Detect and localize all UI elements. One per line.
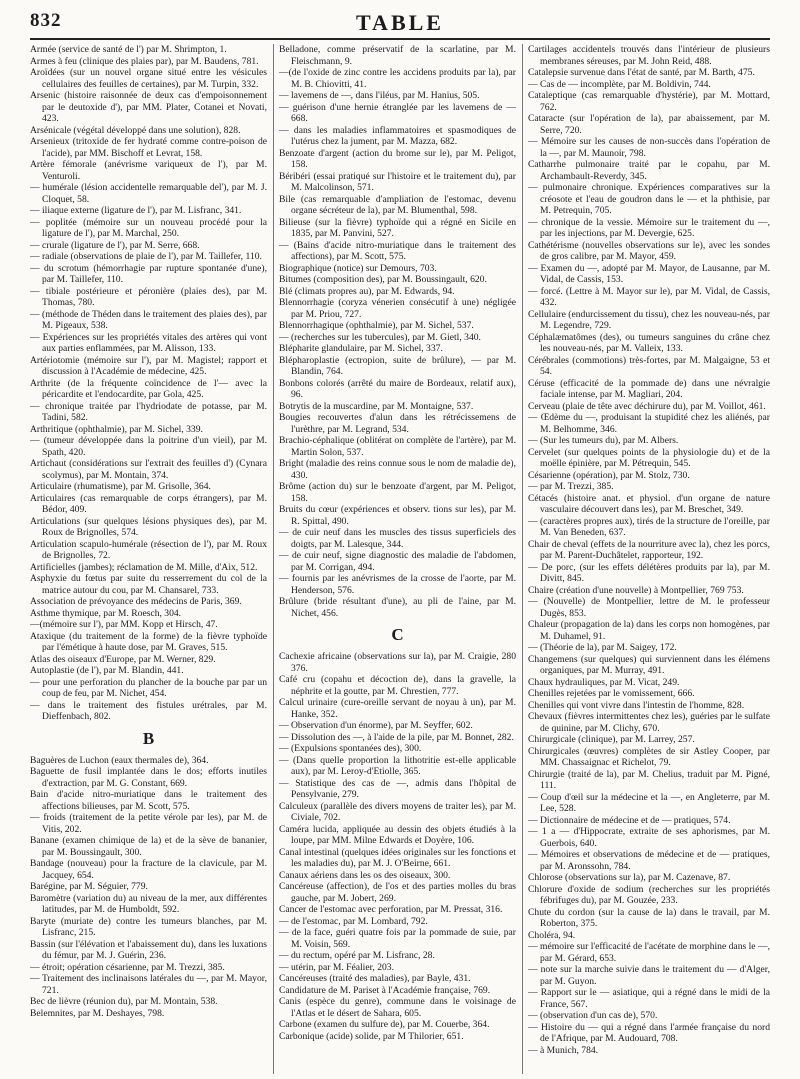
index-entry: — (Nouvelle) de Montpellier, lettre de M. le professeur Dugès, 853. (528, 596, 770, 619)
index-entry: Banane (examen chimique de la) et de la sève de bananier, par M. Boussingault, 300. (30, 835, 267, 858)
index-entry: Belemnites, par M. Deshayes, 798. (30, 1007, 165, 1019)
index-entry: Carbone (examen du sulfure de), par M. Couerbe, 364. (279, 1019, 490, 1031)
index-entry: Chlorure d'oxide de sodium (recherches sur les propriétés fébrifuges du), par M. Gouzée, 233. (528, 883, 770, 906)
index-entry: Blennorrhagique (ophthalmie), par M. Sichel, 537. (279, 320, 474, 331)
index-entry: Changemens (sur quelques) qui surviennent dans les élémens organiques, par M. Murray, 491. (528, 653, 770, 676)
index-entry: Choléra, 94. (528, 929, 576, 941)
index-entry: — iliaque externe (ligature de l'), par M. Lisfranc, 341. (30, 205, 242, 216)
index-entry: Botrytis de la muscardine, par M. Montaigne, 537. (279, 400, 474, 412)
index-entry: Blépharoplastie (ectropion, suite de brûlure), — par M. Blandin, 764. (279, 354, 516, 377)
index-entry: Canis (espèce du genre), commune dans le voisinage de l'Atlas et le désert de Sahara, 605. (279, 996, 516, 1019)
index-entry: Armes à feu (clinique des plaies par), par M. Baudens, 781. (30, 55, 259, 67)
index-entry: Césarienne (opération), par M. Stolz, 730. (528, 469, 690, 481)
index-entry: Calculeux (parallèle des divers moyens de traiter les), par M. Civiale, 702. (279, 800, 516, 824)
index-entry: Arsenic (histoire raisonnée de deux cas d'empoisonnement par le deutoxide d'), par MM. Plater, Cotanei et Novati, 423. (30, 90, 267, 124)
section-letter: C (391, 625, 404, 644)
index-entry: Cathétérisme (nouvelles observations sur le), avec les sondes de gros calibre, par M. Mayor, 459. (528, 239, 770, 262)
index-entry: — dans le traitement des fistules urétrales, par M. Dieffenbach, 802. (30, 699, 267, 722)
index-entry: Catharrhe pulmonaire traité par le copahu, par M. Archambault-Reverdy, 345. (528, 159, 770, 182)
index-entry: — Traitement des inclinaisons latérales du —, par M. Mayor, 721. (30, 973, 267, 996)
index-entry: — (Expulsions spontanées des), 300. (279, 743, 422, 755)
index-entry: Chaire (création d'une nouvelle) à Montpellier, 769 753. (528, 584, 744, 596)
index-entry: Bile (cas remarquable d'ampliation de l'estomac, devenu organe sécréteur de la), par M. Blumenthal, 598. (279, 193, 516, 216)
index-entry: — (Sur les tumeurs du), par M. Albers. (528, 435, 679, 446)
index-entry: — radiale (observations de plaie de l'), par M. Taillefer, 110. (30, 251, 262, 262)
index-entry: Chaux hydrauliques, par M. Vicat, 249. (528, 676, 680, 688)
index-entry: Chirurgie (traité de la), par M. Chelius, traduit par M. Pigné, 111. (528, 768, 770, 791)
index-entry: Benzoate d'argent (action du brome sur le), par M. Peligot, 158. (279, 147, 516, 170)
index-entry: Bandage (nouveau) pour la fracture de la clavicule, par M. Jacquey, 654. (30, 858, 267, 881)
index-entry: Autoplastie (de l'), par M. Blandin, 441. (30, 665, 184, 676)
index-entry: — de l'estomac, par M. Lombard, 792. (279, 915, 428, 927)
index-entry: — étroit; opération césarienne, par M. Trezzi, 385. (30, 961, 225, 973)
index-entry: — Dissolution des —, à l'aide de la pile, par M. Bonnet, 282. (279, 731, 514, 743)
index-entry: — pour une perforation du plancher de la bouche par par un coup de feu, par M. Nichet, 454. (30, 676, 267, 699)
index-entry: Cataleptique (cas remarquable d'hystérie), par M. Mottard, 762. (528, 90, 770, 113)
index-entry: Baguette de fusil implantée dans le dos; efforts inutiles d'extraction, par M. G. Constant, 669. (30, 766, 267, 789)
index-entry: Canaux aériens dans les os des oiseaux, 300. (279, 869, 451, 881)
index-entry: — chronique de la vessie. Mémoire sur le traitement du —, par les injections, par M. Devergie, 625. (528, 216, 770, 239)
index-entry: — Statistique des cas de —, admis dans l'hôpital de Pensylvanie, 279. (279, 777, 516, 801)
index-entry: — (Bains d'acide nitro-muriatique dans le traitement des affections), par M. Scott, 575. (279, 239, 516, 262)
index-entry: Bougies recouvertes d'alun dans les rétrécissemens de l'urèthre, par M. Legrand, 534. (279, 412, 516, 435)
index-entry: — Coup d'œil sur la médecine et la —, en Angleterre, par M. Lee, 528. (528, 791, 770, 814)
index-entry: — dans les maladies inflammatoires et spasmodiques de l'utérus chez la jument, par M. Mazza, 682. (279, 124, 516, 147)
page-header (30, 10, 770, 38)
index-entry: — tibiale postérieure et péronière (plaies des), par M. Thomas, 780. (30, 285, 267, 308)
index-entry: — (tumeur développée dans la poitrine d'un vieil), par M. Spath, 420. (30, 435, 267, 458)
index-entry: — par M. Trezzi, 385. (528, 481, 614, 492)
index-entry: — Mémoires et observations de médecine et de — pratiques, par M. Aronssohn, 784. (528, 849, 770, 872)
index-entry: Chair de cheval (effets de la nourriture avec la), chez les porcs, par M. Parent-Duchâtelet, rapporteur, 192. (528, 538, 770, 561)
index-entry: — du rectum, opéré par M. Lisfranc, 28. (279, 950, 435, 962)
section-letter: B (142, 728, 155, 748)
index-entry: Carbonique (acide) solide, par M Thilorier, 651. (279, 1030, 464, 1042)
index-entry: — Histoire du — qui a régné dans l'armée française du nord de l'Afrique, par M. Audouard, 708. (528, 1021, 770, 1044)
index-entry: — (caractères propres aux), tirés de la structure de l'oreille, par M. Van Beneden, 637. (528, 515, 770, 538)
page-title: TABLE (356, 10, 444, 35)
index-entry: — guérison d'une hernie étranglée par les lavemens de —668. (279, 101, 516, 124)
index-entry: Biographique (notice) sur Demours, 703. (279, 262, 437, 274)
index-entry: — (méthode de Théden dans le traitement des plaies des), par M. Pigeaux, 538. (30, 308, 267, 331)
index-entry: Artichaut (considérations sur l'extrait des feuilles d') (Cynara scolymus), par M. Montain, 374. (30, 458, 267, 481)
index-entry: Béribéri (essai pratiqué sur l'histoire et le traitement du), par M. Malcolinson, 571. (279, 170, 516, 193)
index-entry: Brôme (action du) sur le benzoate d'argent, par M. Peligot, 158. (279, 481, 516, 504)
index-entry: — 1 a — d'Hippocrate, extraite de ses aphorismes, par M. Guerbois, 640. (528, 826, 770, 849)
index-entry: — Mémoire sur les causes de non-succès dans l'opération de la —, par M. Maunoir, 798. (528, 136, 770, 159)
index-entry: Baromètre (variation du) au niveau de la mer, aux différentes latitudes, par M. de Humboldt, 592. (30, 892, 267, 916)
index-entry: Belladone, comme préservatif de la scarlatine, par M. Fleischmann, 9. (279, 44, 516, 67)
index-entry: Bruits du cœur (expériences et observ. tions sur les), par M. R. Spittal, 490. (279, 504, 516, 527)
index-entry: Cancéreuse (affection), de l'os et des parties molles du bras gauche, par M. Jobert, 269. (279, 881, 516, 904)
index-entry: Articulations (sur quelques lésions physiques des), par M. Roux de Brignolles, 574. (30, 515, 267, 538)
index-entry: Armée (service de santé de l') par M. Shrimpton, 1. (30, 44, 227, 55)
index-entry: — De porc, (sur les effets délétères produits par la), par M. Divitt, 845. (528, 561, 770, 584)
index-entry: Atlas des oiseaux d'Europe, par M. Werner, 829. (30, 653, 216, 665)
index-entry: — Observation d'un énorme), par M. Seyffer, 602. (279, 720, 473, 732)
index-entry: Céruse (efficacité de la pommade de) dans une névralgie faciale intense, par M. Magliari, 204. (528, 377, 770, 400)
index-entry: Arthritique (ophthalmie), par M. Sichel, 339. (30, 423, 203, 435)
index-entry: Blé (climats propres au), par M. Edwards, 94. (279, 285, 455, 297)
column-divider (522, 44, 523, 1074)
index-entry: Cartilages accidentels trouvés dans l'intérieur de plusieurs membranes séreuses, par M. John Reid, 488. (528, 44, 770, 67)
index-entry: — de cuir neuf dans les muscles des tissus superficiels des doigts, par M. Lalesque, 344. (279, 527, 516, 550)
index-entry: — mémoire sur l'efficacité de l'acétate de morphine dans le —, par M. Gérard, 653. (528, 941, 770, 964)
index-entry: Barégine, par M. Séguier, 779. (30, 881, 148, 893)
index-entry: Bilieuse (sur la fièvre) typhoïde qui a régné en Sicile en 1835, par M. Panvini, 527. (279, 216, 516, 239)
index-entry: — du scrotum (hémorrhagie par rupture spontanée d'une), par M. Taillefer, 110. (30, 262, 267, 285)
index-entry: Baryte (muriate de) contre les tumeurs blanches, par M. Lisfranc, 215. (30, 915, 267, 939)
index-entry: Bec de lièvre (réunion du), par M. Montain, 538. (30, 996, 218, 1008)
index-entry: Articulation scapulo-humérale (résection de l'), par M. Roux de Brignolles, 72. (30, 538, 267, 561)
index-entry: Cancer de l'estomac avec perforation, par M. Pressat, 316. (279, 904, 503, 916)
index-entry: — utérin, par M. Féalier, 203. (279, 961, 394, 973)
index-entry: — de la face, guéri quatre fois par la pommade de suie, par M. Voisin, 569. (279, 927, 516, 950)
index-entry: Arsénicale (végétal développé dans une solution), 828. (30, 124, 241, 136)
index-entry: Articulaire (rhumatisme), par M. Grisolle, 364. (30, 481, 211, 492)
index-entry: Cervelet (sur quelques points de la physiologie du) et de la moëlle épinière, par M. Pétrequin, 545. (528, 446, 770, 469)
index-entry: — (observation d'un cas de), 570. (528, 1010, 658, 1021)
index-entry: Aroïdées (sur un nouvel organe situé entre les vésicules cellulaires des feuilles de certaines), par M. Turpin, 332. (30, 67, 267, 90)
index-entry: Artificielles (jambes); réclamation de M. Mille, d'Aix, 512. (30, 561, 258, 573)
index-entry: — note sur la marche suivie dans le traitement du — d'Alger, par M. Guyon. (528, 964, 770, 987)
index-entry: — Œdème du —, produisant la stupidité chez les aliénés, par M. Belhomme, 346. (528, 412, 770, 435)
index-entry: Cancéreuses (traité des maladies), par Bayle, 431. (279, 973, 471, 985)
index-entry: Association de prévoyance des médecins de Paris, 369. (30, 596, 242, 607)
index-entry: Artère fémorale (anévrisme variqueux de l'), par M. Venturoli. (30, 159, 267, 182)
index-entry: — Expériences sur les propriétés vitales des artères qui vont aux parties enflammées, par M. Alisson, 133. (30, 331, 267, 354)
index-entry: Café cru (copahu et décoction de), dans la gravelle, la néphrite et la goutte, par M. Chrestien, 777. (279, 674, 516, 697)
index-entry: — Examen du —, adopté par M. Mayor, de Lausanne, par M. Vidal, de Cassis, 153. (528, 262, 770, 285)
index-entry: Caméra lucida, appliquée au dessin des objets étudiés à la loupe, par MM. Milne Edwards et Doyère, 106. (279, 823, 516, 847)
index-entry: — (Théorie de la), par M. Saigey, 172. (528, 642, 677, 653)
index-entry: Bitumes (composition des), par M. Boussingault, 620. (279, 274, 487, 285)
index-entry: Bain d'acide nitro-muriatique dans le traitement des affections bilieuses, par M. Scott, 575. (30, 789, 267, 812)
index-entry: Arthrite (de la fréquente coïncidence de l'— avec la péricardite et l'endocardite, par Gola, 425. (30, 377, 267, 400)
index-entry: Ataxique (du traitement de la forme) de la fièvre typhoïde par l'émétique à haute dose, par M. Graves, 515. (30, 630, 267, 653)
index-entry: Chirurgicales (œuvres) complètes de sir Astley Cooper, par MM. Chassaignac et Richelot, 79. (528, 745, 770, 768)
index-entry: Brachio-céphalique (oblitérat on complète de l'artère), par M. Martin Solon, 537. (279, 435, 516, 458)
index-entry: Canal intestinal (quelques idées originales sur les fonctions et les maladies du), par M. J. O'Beirne, 661. (279, 846, 516, 870)
index-entry: Chenilles rejetées par le vomissement, 666. (528, 688, 695, 699)
index-entry: — chronique traitée par l'hydriodate de potasse, par M. Tadini, 582. (30, 400, 267, 423)
index-column-3 (528, 44, 770, 1074)
index-entry: — Rapport sur le — asiatique, qui a régné dans le midi de la France, 567. (528, 987, 770, 1010)
index-entry: Chenilles qui vont vivre dans l'intestin de l'homme, 828. (528, 699, 745, 711)
index-entry: — lavemens de —, dans l'iléus, par M. Hanius, 505. (279, 90, 480, 101)
page-number: 832 (30, 10, 62, 31)
index-entry: — pulmonaire chronique. Expériences comparatives sur la créosote et l'eau de goudron dans le — et la phthisie, par M. Petrequin, 705. (528, 182, 770, 216)
index-entry: —(de l'oxide de zinc contre les accidens produits par la), par M. B. Chiovitti, 41. (279, 67, 516, 90)
index-entry: Chirurgicale (clinique), par M. Larrey, 257. (528, 734, 695, 745)
index-entry: Cellulaire (endurcissement du tissu), chez les nouveau-nés, par M. Legendre, 729. (528, 308, 770, 331)
index-entry: — (recherches sur les tubercules), par M. Gietl, 340. (279, 331, 481, 343)
index-entry: Bonbons colorés (arrêté du maire de Bordeaux, relatif aux), 96. (279, 377, 516, 400)
index-entry: — forcé. (Lettre à M. Mayor sur le), par M. Vidal, de Cassis, 432. (528, 285, 770, 308)
index-entry: Calcul urinaire (cure-oreille servant de noyau à un), par M. Hanke, 352. (279, 697, 516, 720)
index-entry: Cachexie africaine (observations sur la), par M. Craigie, 280 376. (279, 651, 516, 674)
index-entry: —(mémoire sur l'), par MM. Kopp et Hirsch, 47. (30, 619, 218, 630)
index-entry: — crurale (ligature de l'), par M. Serre, 668. (30, 239, 200, 251)
index-entry: — humérale (lésion accidentelle remarquable del'), par M. J. Cloquet, 58. (30, 182, 267, 205)
index-column-2 (279, 44, 516, 1074)
index-entry: Blennorrhagie (coryza vénerien consécutif à une) négligée par M. Priou, 727. (279, 297, 516, 320)
index-column-1 (30, 44, 267, 1074)
index-entry: Chevaux (fièvres intermittentes chez les), guéries par le sulfate de quinine, par M. Clichy, 670. (528, 711, 770, 734)
index-entry: Chaleur (propagation de la) dans les corps non homogènes, par M. Duhamel, 91. (528, 619, 770, 642)
index-entry: — poplitée (mémoire sur un nouveau procédé pour la ligature de l'), par M. Marchal, 250. (30, 216, 267, 239)
header-rule (30, 38, 770, 40)
index-entry: Bright (maladie des reins connue sous le nom de maladie de), 430. (279, 458, 516, 481)
column-divider (273, 44, 274, 1074)
index-entry: Chlorose (observations sur la), par M. Cazenave, 87. (528, 872, 731, 883)
index-entry: — froids (traitement de la petite vérole par les), par M. de Vitis, 202. (30, 812, 267, 835)
index-entry: Blépharite glandulaire, par M. Sichel, 337. (279, 343, 443, 354)
index-entry: — Cas de — incomplète, par M. Boldivin, 744. (528, 78, 711, 90)
index-entry: — de cuir neuf, signe diagnostic des maladie de l'abdomen, par M. Corrigan, 494. (279, 550, 516, 573)
index-entry: Céphalæmatômes (des), ou tumeurs sanguines du crâne chez les nouveau-nés, par M. Valleix, 133. (528, 331, 770, 354)
index-entry: Brûlure (bride résultant d'une), au pli de l'aine, par M. Nichet, 456. (279, 596, 516, 619)
index-entry: Chute du cordon (sur la cause de la) dans le travail, par M. Roberton, 375. (528, 906, 770, 929)
index-entry: — Dictionnaire de médecine et de — pratiques, 574. (528, 814, 731, 826)
index-entry: Candidature de M. Pariset à l'Académie française, 769. (279, 984, 491, 996)
index-entry: — fournis par les anévrismes de la crosse de l'aorte, par M. Henderson, 576. (279, 573, 516, 596)
index-entry: Bassin (sur l'élévation et l'abaissement du), dans les luxations du fémur, par M. J. Guérin, 236. (30, 938, 267, 962)
index-entry: — à Munich, 784. (528, 1044, 599, 1056)
index-entry: Asthme thymique, par M. Roesch, 304. (30, 607, 182, 619)
index-entry: Asphyxie du fœtus par suite du resserrement du col de la matrice autour du cou, par M. Chansarel, 733. (30, 573, 267, 596)
index-entry: Cerveau (plaie de tête avec déchirure du), par M. Voillot, 461. (528, 400, 766, 412)
index-entry: Artériotomie (mémoire sur l'), par M. Magistel; rapport et discussion à l'Académie de médecine, 425. (30, 354, 267, 377)
index-entry: Cérébrales (commotions) très-fortes, par M. Malgaigne, 53 et 54. (528, 354, 770, 377)
index-entry: Arsenieux (tritoxide de fer hydraté comme contre-poison de l'acide), par MM. Bischoff et Levrat, 158. (30, 136, 267, 159)
index-entry: Cataracte (sur l'opération de la), par abaissement, par M. Serre, 720. (528, 113, 770, 136)
index-entry: — (Dans quelle proportion la lithotritie est-elle applicable aux), par M. Leroy-d'Etiolle, 365. (279, 754, 516, 778)
index-entry: Articulaires (cas remarquable de corps étrangers), par M. Bédor, 409. (30, 492, 267, 515)
index-entry: Catalepsie survenue dans l'état de santé, par M. Barth, 475. (528, 67, 755, 78)
index-entry: Baguères de Luchon (eaux thermales de), 364. (30, 754, 209, 766)
index-entry: Cétacés (histoire anat. et physiol. d'un organe de nature vasculaire découvert dans les), par M. Breschet, 349. (528, 492, 770, 515)
